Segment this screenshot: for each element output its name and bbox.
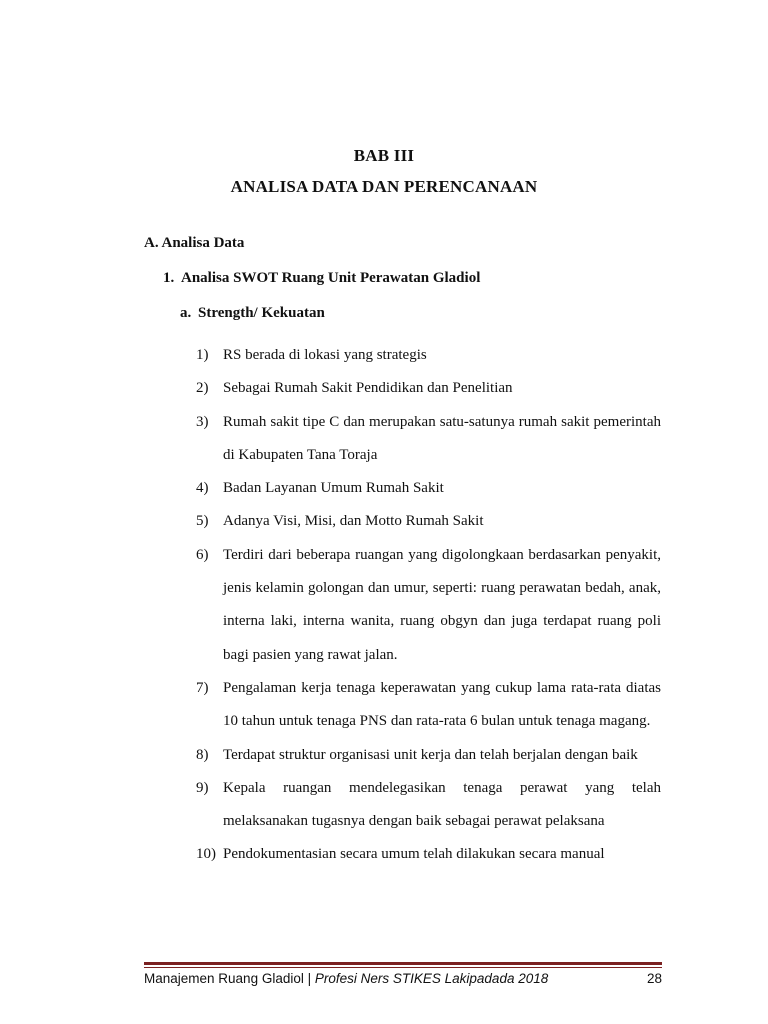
list-item-text: Kepala ruangan mendelegasikan tenaga perawat yang telah melaksanakan tugasnya dengan baik sebagai perawat pelaksana <box>223 779 661 830</box>
list-item-number: 9) <box>196 779 209 796</box>
footer-institution: Profesi Ners STIKES Lakipadada 2018 <box>314 971 549 986</box>
list-item-text: Pendokumentasian secara umum telah dilakukan secara manual <box>223 846 605 863</box>
list-item-text: Terdapat struktur organisasi unit kerja dan telah berjalan dengan baik <box>223 746 638 763</box>
list-item <box>196 838 661 871</box>
footer-course: Manajemen Ruang Gladiol | <box>144 971 315 986</box>
list-item <box>196 339 661 372</box>
sub-subsection-heading <box>180 305 325 322</box>
footer-divider-thin <box>144 967 662 968</box>
list-item <box>196 472 661 505</box>
list-item-text: Rumah sakit tipe C dan merupakan satu-satunya rumah sakit pemerintah di Kabupaten Tana Toraja <box>223 413 661 463</box>
list-item <box>196 739 661 772</box>
list-item-text: Terdiri dari beberapa ruangan yang digolongkaan berdasarkan penyakit, jenis kelamin golongan dan umur, seperti: ruang perawatan bedah, anak, interna laki, interna wanita, ruang obgyn dan juga terdapat ruang poli bagi pasien yang rawat jalan. <box>223 546 661 663</box>
list-item-text: RS berada di lokasi yang strategis <box>223 347 427 363</box>
list-item-number: 4) <box>196 480 209 497</box>
sub-subsection-title: Strength/ Kekuatan <box>198 305 325 321</box>
subsection-number: 1. <box>163 270 175 286</box>
list-item-text: Adanya Visi, Misi, dan Motto Rumah Sakit <box>223 513 484 530</box>
list-item-text: Pengalaman kerja tenaga keperawatan yang cukup lama rata-rata diatas 10 tahun untuk tenaga PNS dan rata-rata 6 bulan untuk tenaga magang. <box>223 679 661 730</box>
list-item-number: 1) <box>196 347 209 363</box>
footer-divider <box>144 962 662 965</box>
list-item-number: 7) <box>196 679 209 696</box>
section-heading: A. Analisa Data <box>144 235 245 251</box>
list-item-text: Sebagai Rumah Sakit Pendidikan dan Penelitian <box>223 380 513 397</box>
list-item <box>196 772 661 839</box>
list-item-number: 3) <box>196 413 209 430</box>
footer-title <box>144 971 548 986</box>
list-item-number: 6) <box>196 546 209 563</box>
list-item-number: 8) <box>196 746 209 763</box>
sub-subsection-letter: a. <box>180 305 192 321</box>
list-item-text: Badan Layanan Umum Rumah Sakit <box>223 480 444 497</box>
list-item <box>196 406 661 473</box>
strength-list <box>196 339 661 872</box>
list-item-number: 2) <box>196 380 209 397</box>
list-item <box>196 505 661 538</box>
page-footer <box>144 971 662 986</box>
list-item-number: 5) <box>196 513 209 530</box>
list-item <box>196 372 661 405</box>
chapter-label: BAB III <box>353 146 415 165</box>
page-number: 28 <box>646 971 662 986</box>
subsection-title: Analisa SWOT Ruang Unit Perawatan Gladiol <box>181 270 481 286</box>
chapter-title: ANALISA DATA DAN PERENCANAAN <box>230 177 538 196</box>
list-item <box>196 539 661 672</box>
list-item <box>196 672 661 739</box>
subsection-heading <box>163 270 480 287</box>
list-item-number: 10) <box>196 846 216 863</box>
